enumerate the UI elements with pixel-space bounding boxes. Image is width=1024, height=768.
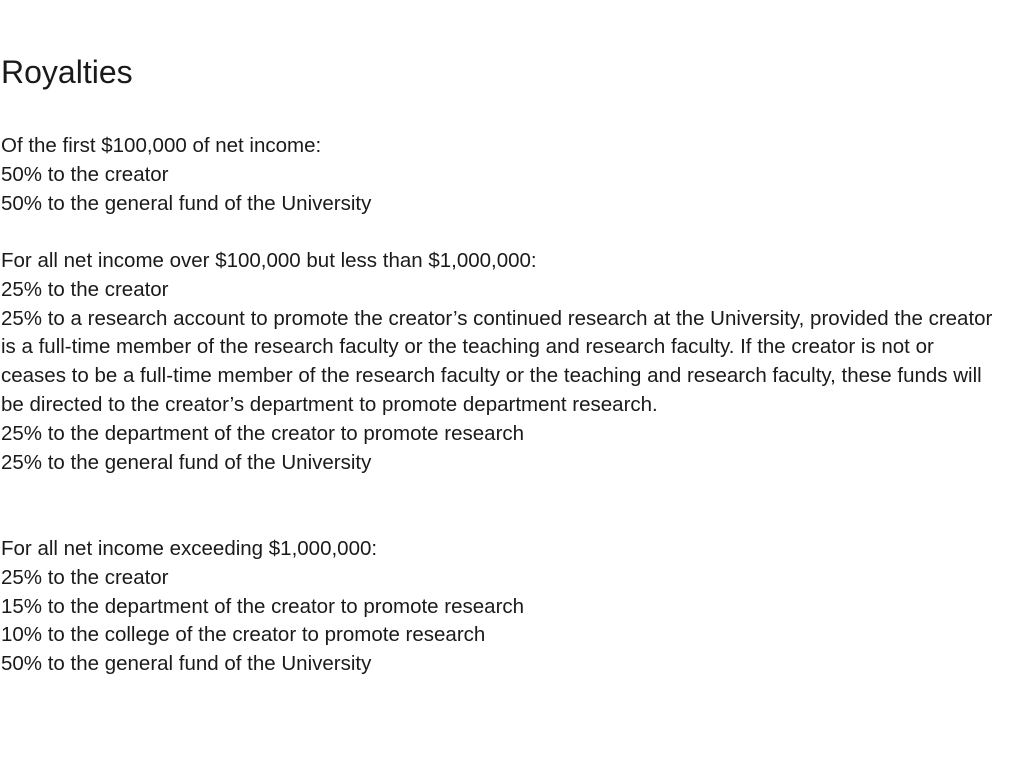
allocation-item: 10% to the college of the creator to promote research xyxy=(1,623,486,647)
allocation-item: 50% to the general fund of the University xyxy=(1,191,372,215)
royalty-tier-first-100k xyxy=(1,132,1021,218)
tier-heading: Of the first $100,000 of net income: xyxy=(1,134,322,157)
royalty-tier-over-1m xyxy=(1,535,1021,679)
page-title: Royalties xyxy=(1,54,133,90)
tier-heading: For all net income exceeding $1,000,000: xyxy=(1,537,378,560)
allocation-item: 15% to the department of the creator to promote research xyxy=(1,594,525,618)
allocation-item-research-account: 25% to a research account to promote the creator’s continued research at the University, provided the creator is a full-time member of the research faculty or the teaching and research faculty. If the creator is not or ceases to be a full-time member of the research faculty or the teaching and research faculty, these funds will be directed to the creator’s department to promote department research. xyxy=(1,306,993,416)
allocation-item: 25% to the department of the creator to promote research xyxy=(1,421,525,445)
royalty-tier-100k-to-1m xyxy=(1,247,1021,477)
allocation-item: 25% to the creator xyxy=(1,277,169,301)
allocation-item: 50% to the creator xyxy=(1,162,169,186)
tier-heading: For all net income over $100,000 but less than $1,000,000: xyxy=(1,249,537,272)
allocation-item: 50% to the general fund of the University xyxy=(1,652,372,676)
allocation-item: 25% to the creator xyxy=(1,565,169,589)
allocation-item: 25% to the general fund of the University xyxy=(1,450,372,474)
